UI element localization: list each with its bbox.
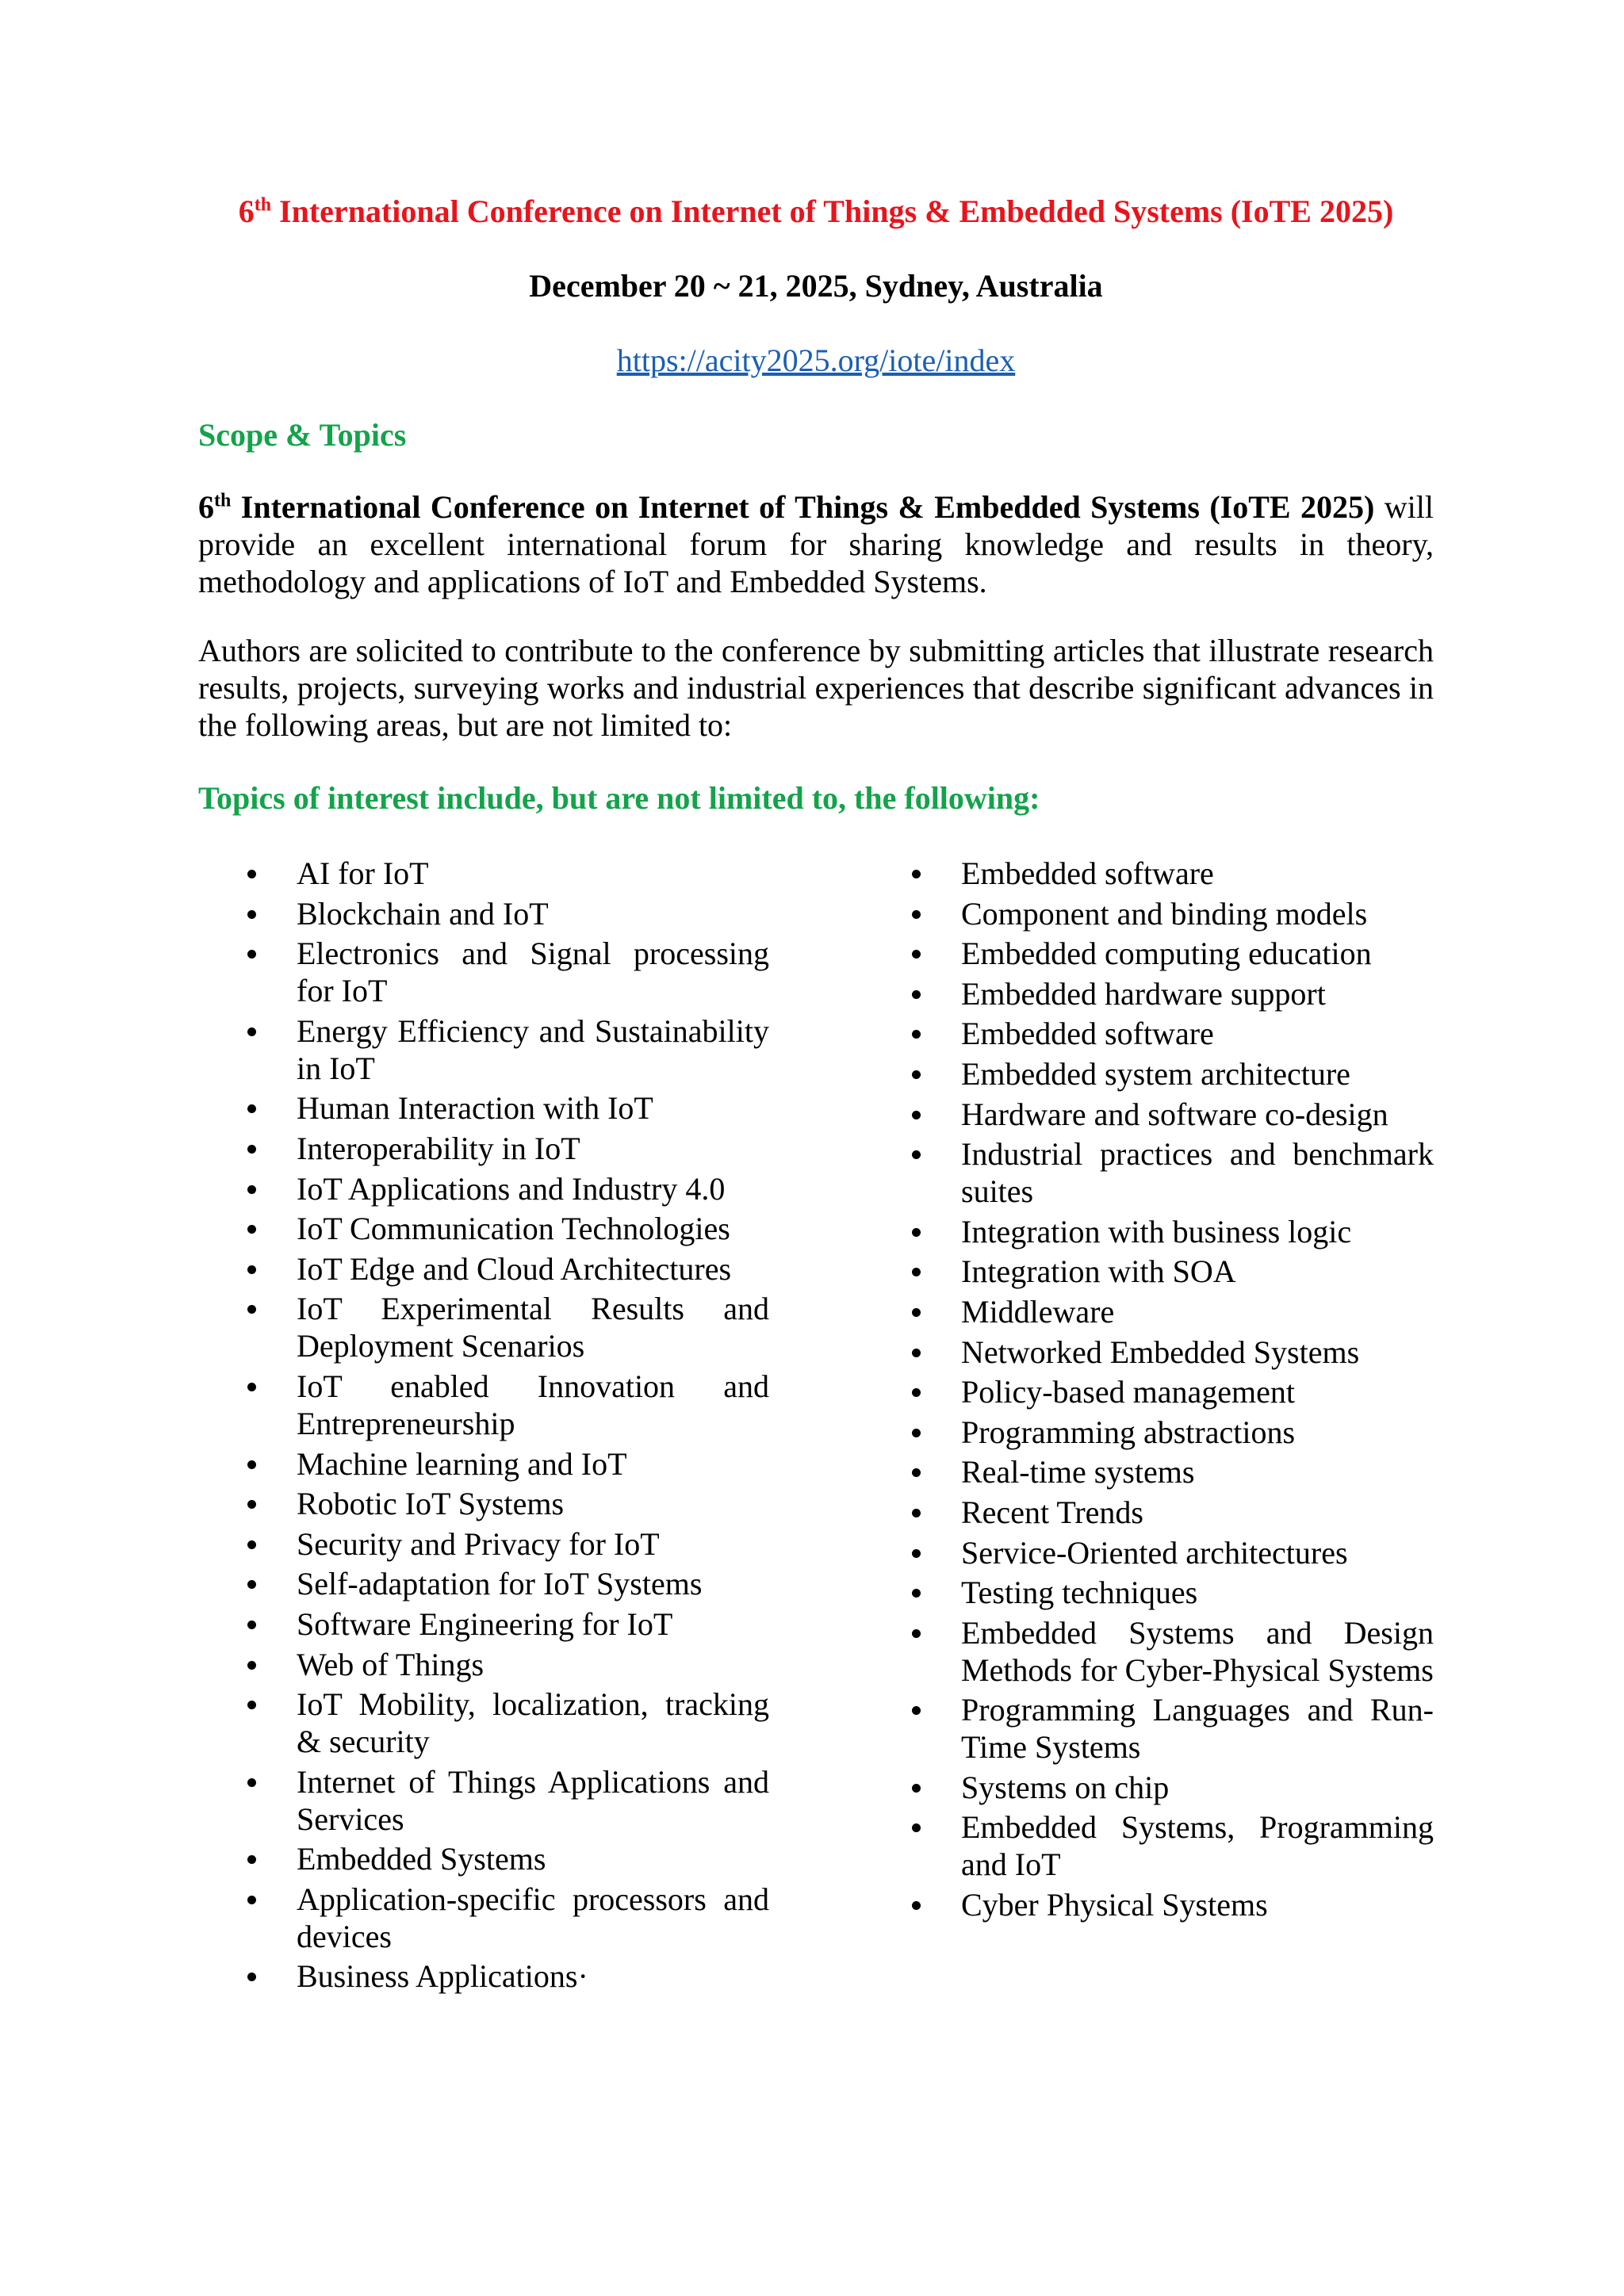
topic-item: Policy-based management xyxy=(863,1373,1434,1410)
topics-heading: Topics of interest include, but are not limited to, the following: xyxy=(198,780,1040,816)
conference-link[interactable]: https://acity2025.org/iote/index xyxy=(616,342,1016,378)
topic-item: Blockchain and IoT xyxy=(198,895,769,932)
topic-item: Integration with SOA xyxy=(863,1253,1434,1290)
conference-url-line xyxy=(198,339,1434,382)
topic-item: Middleware xyxy=(863,1293,1434,1330)
topic-item: IoT Applications and Industry 4.0 xyxy=(198,1170,769,1207)
topic-item: IoT Communication Technologies xyxy=(198,1210,769,1247)
topic-item: Human Interaction with IoT xyxy=(198,1089,769,1127)
topic-item: AI for IoT xyxy=(198,855,769,892)
topic-item: Interoperability in IoT xyxy=(198,1130,769,1167)
intro-body-text: will provide an excellent international forum for sharing knowledge and results in theory, methodology and applications of IoT and Embedded Systems. xyxy=(198,489,1434,599)
topics-list-right xyxy=(863,855,1434,1998)
topic-item: Embedded software xyxy=(863,855,1434,892)
topic-item: Internet of Things Applications and Services xyxy=(198,1763,769,1838)
intro-bold-title xyxy=(198,489,1374,525)
scope-heading: Scope & Topics xyxy=(198,417,407,453)
topic-item: Machine learning and IoT xyxy=(198,1445,769,1483)
topic-item: Embedded Systems xyxy=(198,1840,769,1877)
topic-item: Robotic IoT Systems xyxy=(198,1485,769,1522)
topic-item: IoT Edge and Cloud Architectures xyxy=(198,1250,769,1288)
topic-item: Business Applications· xyxy=(198,1957,769,1995)
topics-list-left xyxy=(198,855,769,1998)
title-text: International Conference on Internet of Things & Embedded Systems (IoTE 2025) xyxy=(271,193,1394,229)
topic-item: Self-adaptation for IoT Systems xyxy=(198,1565,769,1602)
title-ordinal-suffix: th xyxy=(254,194,272,216)
conference-title xyxy=(198,190,1434,233)
topic-item: IoT enabled Innovation and Entrepreneurship xyxy=(198,1368,769,1442)
topic-item: Programming Languages and Run-Time Systems xyxy=(863,1691,1434,1766)
intro-bold-text: International Conference on Internet of Things & Embedded Systems (IoTE 2025) xyxy=(231,489,1375,525)
topics-columns xyxy=(198,855,1434,1998)
topic-item: Embedded software xyxy=(863,1015,1434,1052)
intro-ordinal-suffix: th xyxy=(214,490,232,511)
topic-item: Systems on chip xyxy=(863,1769,1434,1806)
intro-ordinal-number: 6 xyxy=(198,489,214,525)
topic-item: Application-specific processors and devices xyxy=(198,1881,769,1955)
topic-item: Embedded system architecture xyxy=(863,1055,1434,1093)
topic-item: Testing techniques xyxy=(863,1574,1434,1611)
document-page xyxy=(198,190,1434,1998)
topic-item: Networked Embedded Systems xyxy=(863,1334,1434,1371)
topic-item: Service-Oriented architectures xyxy=(863,1534,1434,1571)
intro-paragraph xyxy=(198,488,1434,600)
topic-item: Software Engineering for IoT xyxy=(198,1605,769,1643)
topic-item: Embedded Systems and Design Methods for Cyber-Physical Systems xyxy=(863,1614,1434,1689)
topic-item: Programming abstractions xyxy=(863,1414,1434,1451)
topic-item: Web of Things xyxy=(198,1646,769,1683)
topic-item: Component and binding models xyxy=(863,895,1434,932)
title-ordinal-number: 6 xyxy=(238,193,255,229)
topic-item: Recent Trends xyxy=(863,1494,1434,1531)
topic-item: Energy Efficiency and Sustainability in IoT xyxy=(198,1012,769,1087)
conference-dates: December 20 ~ 21, 2025, Sydney, Australia xyxy=(529,268,1103,304)
topic-item: Security and Privacy for IoT xyxy=(198,1525,769,1563)
authors-paragraph: Authors are solicited to contribute to the conference by submitting articles that illustrate research results, projects, surveying works and industrial experiences that describe significant advances in the following areas, but are not limited to: xyxy=(198,633,1434,743)
topic-item: Embedded Systems, Programming and IoT xyxy=(863,1808,1434,1883)
topic-item: IoT Experimental Results and Deployment Scenarios xyxy=(198,1290,769,1364)
topic-item: Industrial practices and benchmark suites xyxy=(863,1135,1434,1210)
topic-item: IoT Mobility, localization, tracking & security xyxy=(198,1686,769,1760)
topic-item: Embedded computing education xyxy=(863,935,1434,972)
topic-item: Electronics and Signal processing for IoT xyxy=(198,935,769,1009)
topic-item: Hardware and software co-design xyxy=(863,1096,1434,1133)
topic-item: Embedded hardware support xyxy=(863,975,1434,1012)
topic-item: Real-time systems xyxy=(863,1453,1434,1490)
topic-item: Cyber Physical Systems xyxy=(863,1886,1434,1923)
topic-item: Integration with business logic xyxy=(863,1213,1434,1250)
